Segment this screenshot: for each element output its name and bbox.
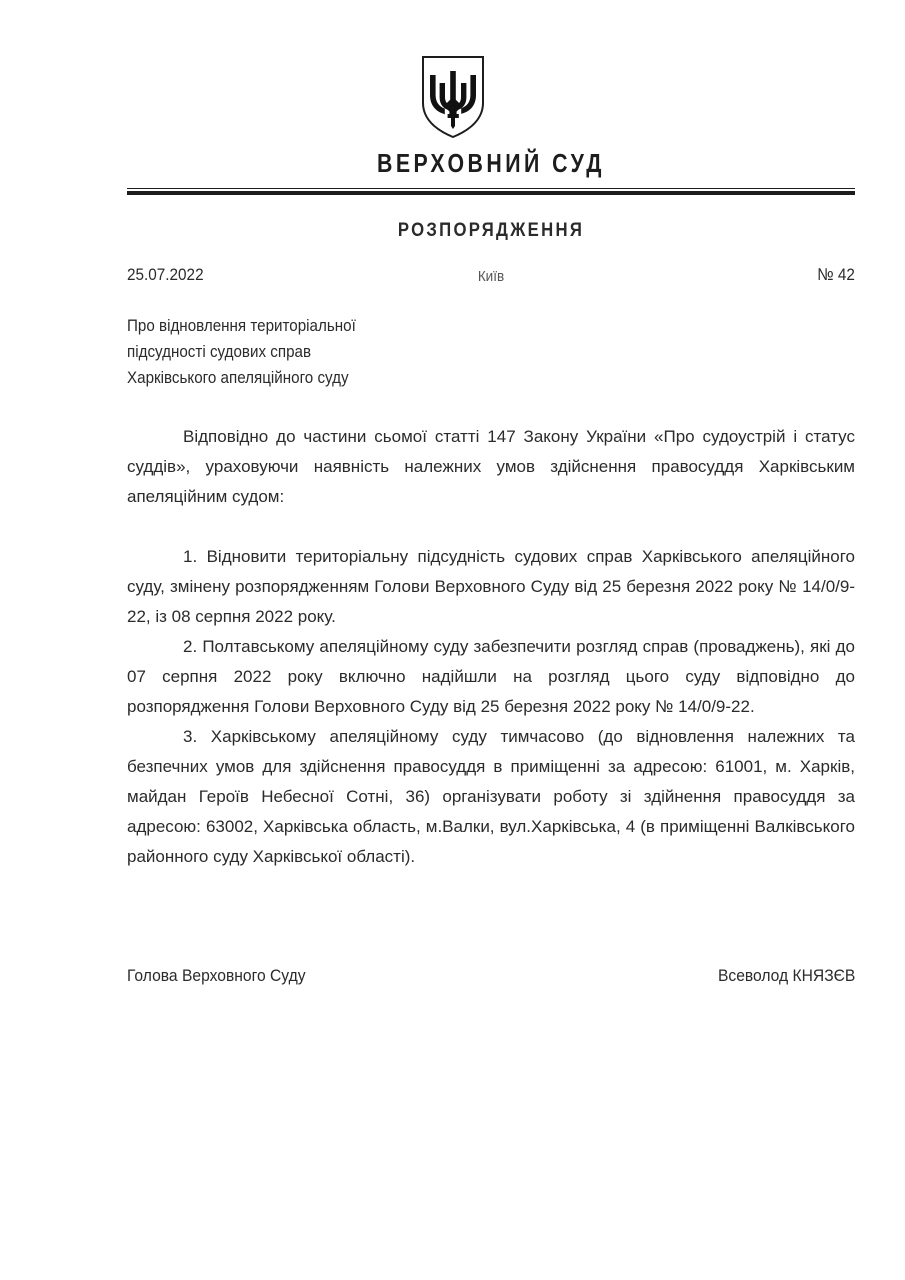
subject-line-1: Про відновлення територіальної xyxy=(127,317,356,335)
signatory-name: Всеволод КНЯЗЄВ xyxy=(717,966,855,985)
document-date: 25.07.2022 xyxy=(127,265,204,284)
document-type-heading: РОЗПОРЯДЖЕННЯ xyxy=(397,220,585,241)
emblem-container xyxy=(0,55,905,139)
signature-row xyxy=(127,966,855,994)
document-subject xyxy=(127,313,523,391)
body-item-3: 3. Харківському апеляційному суду тимчасово (до відновлення належних та безпечних умов для здійснення правосуддя в приміщенні за адресою: 61001, м. Харків, майдан Героїв Небесної Сотні, 36) організувати роботу зі здійнення правосуддя за адресою: 63002, Харківська область, м.Валки, вул.Харківська, 4 (в приміщенні Валківського районного суду Харківської області). xyxy=(127,727,855,866)
body-paragraph-gap xyxy=(127,512,855,542)
letterhead-double-rule xyxy=(127,188,855,195)
letterhead-title: ВЕРХОВНИЙ СУД xyxy=(377,148,605,178)
document-city: Київ xyxy=(477,268,505,285)
body-item-2: 2. Полтавському апеляційному суду забезпечити розгляд справ (проваджень), які до 07 серпня 2022 року включно надійшли на розгляд цього суду відповідно до розпорядження Голови Верховного Суду від 25 березня 2022 року № 14/0/9-22. xyxy=(127,637,855,716)
subject-line-2: підсудності судових справ xyxy=(127,343,312,361)
body-intro-paragraph: Відповідно до частини сьомої статті 147 Закону України «Про судоустрій і статус суддів», ураховуючи наявність належних умов здійснення правосуддя Харківським апеляційним судом: xyxy=(127,427,855,506)
document-body xyxy=(127,422,855,872)
document-meta-row xyxy=(127,265,855,289)
ukraine-trident-emblem xyxy=(420,55,486,139)
subject-line-3: Харківського апеляційного суду xyxy=(127,369,349,387)
signatory-title: Голова Верховного Суду xyxy=(127,966,306,985)
rule-thick-line xyxy=(127,191,855,195)
body-item-1: 1. Відновити територіальну підсудність судових справ Харківського апеляційного суду, змінену розпорядженням Голови Верховного Суду від 25 березня 2022 року № 14/0/9-22, із 08 серпня 2022 року. xyxy=(127,547,855,626)
document-number: № 42 xyxy=(817,265,855,284)
